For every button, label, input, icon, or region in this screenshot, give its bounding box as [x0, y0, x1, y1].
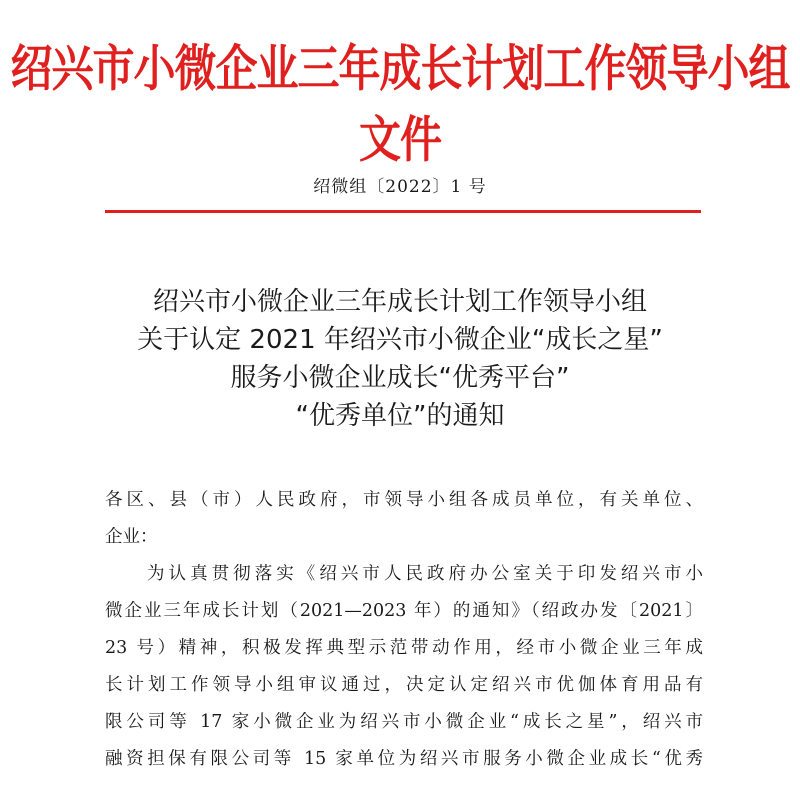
paragraph-line: 长计划工作领导小组审议通过，决定认定绍兴市优伽体育用品有 — [105, 675, 703, 695]
notice-title — [0, 283, 800, 435]
paragraph-line: 23 号）精神，积极发挥典型示范带动作用，经市小微企业三年成 — [105, 638, 703, 658]
document-number: 绍微组〔2022〕1 号 — [313, 177, 487, 197]
red-divider-line — [105, 210, 701, 213]
addressee-line: 企业： — [105, 527, 158, 547]
notice-title-line: “优秀单位”的通知 — [295, 401, 505, 431]
paragraph-line: 限公司等 17 家小微企业为绍兴市小微企业“成长之星”，绍兴市 — [105, 712, 703, 732]
notice-title-line: 关于认定 2021 年绍兴市小微企业“成长之星” — [137, 325, 663, 355]
paragraph-line: 微企业三年成长计划（2021—2023 年）的通知》（绍政办发〔2021〕 — [105, 601, 703, 621]
notice-title-line: 服务小微企业成长“优秀平台” — [230, 363, 570, 393]
paragraph-line: 融资担保有限公司等 15 家单位为绍兴市服务小微企业成长“优秀 — [105, 749, 703, 769]
notice-title-line: 绍兴市小微企业三年成长计划工作领导小组 — [152, 287, 647, 317]
paragraph-line: 为认真贯彻落实《绍兴市人民政府办公室关于印发绍兴市小 — [147, 564, 703, 584]
notice-body — [105, 482, 703, 778]
addressee-line: 各区、县（市）人民政府，市领导小组各成员单位，有关单位、 — [105, 490, 703, 510]
document-header-title: 绍兴市小微企业三年成长计划工作领导小组文件 — [10, 39, 790, 169]
